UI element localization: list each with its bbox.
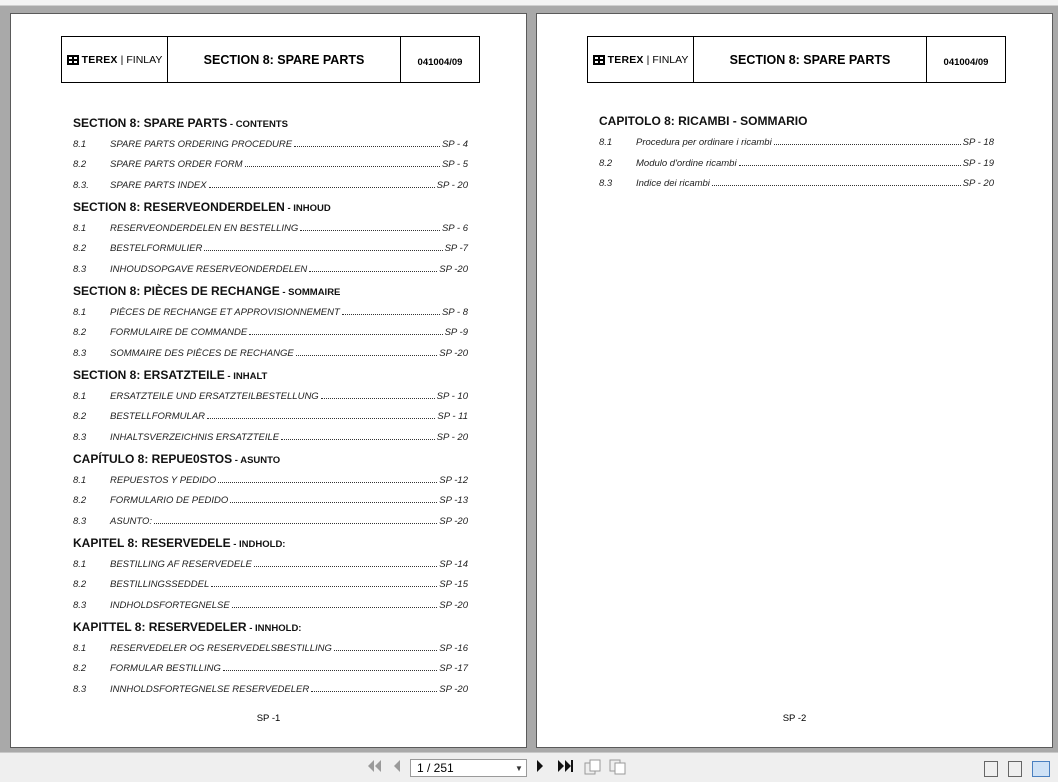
toc-entry-number: 8.1 [73, 643, 87, 654]
toc-entry-title: RESERVEDELER OG RESERVEDELSBESTILLING [110, 643, 332, 654]
toc-entry-page: SP -20 [439, 516, 468, 527]
toc-entry-title: BESTILLING AF RESERVEDELE [110, 559, 252, 570]
toc-entry-number: 8.1 [73, 139, 87, 150]
toc-entry-title: INHALTSVERZEICHNIS ERSATZTEILE [110, 432, 280, 443]
toc-entry-number: 8.3. [73, 180, 89, 191]
toc-entry[interactable] [599, 157, 994, 169]
toc-entry-number: 8.2 [73, 411, 87, 422]
toc-entry[interactable] [73, 683, 468, 695]
toc-entry[interactable] [73, 431, 468, 443]
brand-subname: FINLAY [652, 53, 689, 66]
header-title: SECTION 8: SPARE PARTS [168, 37, 401, 82]
toc-leader-dots [232, 599, 438, 608]
toc-entry-number: 8.2 [73, 579, 87, 590]
toc-leader-dots [296, 347, 438, 356]
toc-leader-dots [230, 494, 437, 503]
document-page-2 [536, 13, 1053, 748]
toc-entry[interactable] [73, 599, 468, 611]
toc-leader-dots [245, 158, 440, 167]
toc-entry-title: INDHOLDSFORTEGNELSE [110, 600, 230, 611]
toc-entry-number: 8.1 [599, 137, 613, 148]
toc-leader-dots [211, 578, 437, 587]
section-heading [73, 452, 280, 466]
document-code: 041004/09 [943, 57, 989, 68]
toc-entry-title: BESTELFORMULIER [110, 243, 203, 254]
toc-leader-dots [207, 410, 435, 419]
toc-entry-page: SP -13 [439, 495, 468, 506]
toc-entry-number: 8.2 [73, 243, 87, 254]
toc-leader-dots [334, 642, 437, 651]
toc-entry[interactable] [73, 306, 468, 318]
toc-leader-dots [254, 558, 437, 567]
toc-entry-title: Modulo d'ordine ricambi [636, 158, 737, 169]
toc-entry-title: INHOUDSOPGAVE RESERVEONDERDELEN [110, 264, 308, 275]
toc-leader-dots [342, 306, 440, 315]
toc-entry-title: SPARE PARTS ORDERING PROCEDURE [110, 139, 293, 150]
toc-entry-page: SP - 19 [962, 158, 994, 169]
toc-leader-dots [739, 157, 961, 166]
toc-leader-dots [281, 431, 435, 440]
toc-leader-dots [309, 263, 437, 272]
toc-entry-page: SP - 18 [962, 137, 994, 148]
toc-entry-title: FORMULAIRE DE COMMANDE [110, 327, 248, 338]
section-heading-sub: - SOMMAIRE [279, 287, 341, 298]
toc-entry[interactable] [73, 558, 468, 570]
section-heading-main: KAPITEL 8: RESERVEDELE [73, 536, 231, 550]
toc-entry[interactable] [73, 138, 468, 150]
toc-entry-number: 8.1 [73, 307, 87, 318]
toc-entry-page: SP -16 [439, 643, 468, 654]
page-number-value[interactable]: 1 / 251 [417, 761, 454, 775]
toc-leader-dots [249, 326, 442, 335]
page-header [587, 36, 1006, 83]
section-heading-main: SECTION 8: PIÈCES DE RECHANGE [73, 284, 280, 298]
toc-entry[interactable] [73, 474, 468, 486]
toc-entry-page: SP - 8 [441, 307, 468, 318]
section-heading-main: CAPÍTULO 8: REPUE0STOS [73, 452, 233, 466]
brand-logo [62, 37, 168, 82]
toc-entry-page: SP - 20 [436, 432, 468, 443]
section-heading-main: SECTION 8: ERSATZTEILE [73, 368, 225, 382]
page-number-input[interactable] [410, 759, 527, 777]
toc-entry-title: ERSATZTEILE UND ERSATZTEILBESTELLUNG [110, 391, 319, 402]
section-heading [73, 116, 288, 130]
document-page-1 [10, 13, 527, 748]
toc-entry-number: 8.1 [73, 223, 87, 234]
toc-entry[interactable] [73, 662, 468, 674]
toc-entry[interactable] [73, 390, 468, 402]
toc-entry-number: 8.2 [73, 159, 87, 170]
toc-entry-page: SP -20 [439, 600, 468, 611]
toc-entry-title: REPUESTOS Y PEDIDO [110, 475, 217, 486]
toc-entry[interactable] [73, 326, 468, 338]
terex-logo-icon [593, 55, 605, 65]
toc-entry-page: SP -9 [444, 327, 468, 338]
previous-page-icon[interactable] [392, 759, 402, 777]
toc-entry-number: 8.1 [73, 475, 87, 486]
toc-leader-dots [294, 138, 440, 147]
toc-entry-title: BESTILLINGSSEDDEL [110, 579, 210, 590]
toc-entry-title: ASUNTO: [110, 516, 153, 527]
last-page-icon[interactable] [557, 759, 573, 777]
toc-entry-page: SP -12 [439, 475, 468, 486]
page-number: SP -1 [256, 713, 281, 724]
toc-leader-dots [204, 242, 442, 251]
toc-entry-title: PIÈCES DE RECHANGE ET APPROVISIONNEMENT [110, 307, 340, 318]
top-strip [0, 0, 1058, 6]
toc-entry-number: 8.1 [73, 559, 87, 570]
toc-entry-title: SPARE PARTS ORDER FORM [110, 159, 243, 170]
toc-entry-page: SP - 10 [436, 391, 468, 402]
toc-entry[interactable] [73, 179, 468, 191]
toc-leader-dots [154, 515, 437, 524]
toc-entry-page: SP -17 [439, 663, 468, 674]
toc-entry[interactable] [73, 347, 468, 359]
section-heading-main: SECTION 8: RESERVEONDERDELEN [73, 200, 285, 214]
brand-separator: | [646, 53, 650, 66]
page-header [61, 36, 480, 83]
toc-entry-number: 8.2 [73, 495, 87, 506]
chevron-down-icon[interactable]: ▼ [515, 763, 523, 773]
toc-entry[interactable] [73, 222, 468, 234]
document-code: 041004/09 [417, 57, 463, 68]
toc-entry[interactable] [73, 494, 468, 506]
toc-leader-dots [321, 390, 435, 399]
toc-entry[interactable] [599, 177, 994, 189]
toc-entry-title: FORMULAR BESTILLING [110, 663, 221, 674]
toc-entry-page: SP -7 [444, 243, 468, 254]
toc-leader-dots [712, 177, 961, 186]
single-page-icon[interactable] [984, 761, 998, 777]
section-heading [73, 536, 285, 550]
toc-entry[interactable] [73, 242, 468, 254]
section-heading-sub: - INDHOLD: [230, 539, 286, 550]
toc-entry[interactable] [73, 263, 468, 275]
section-heading [73, 368, 267, 382]
toc-entry-number: 8.3 [73, 516, 87, 527]
toc-entry-number: 8.3 [73, 432, 87, 443]
toc-leader-dots [300, 222, 440, 231]
toc-entry[interactable] [599, 136, 994, 148]
section-heading-sub: - INHOUD [284, 203, 331, 214]
brand-name: TEREX [607, 53, 644, 66]
page-number: SP -2 [782, 713, 807, 724]
toc-entry-number: 8.3 [73, 600, 87, 611]
toc-entry-page: SP - 5 [441, 159, 468, 170]
toc-entry-number: 8.2 [599, 158, 613, 169]
toc-entry-number: 8.3 [73, 264, 87, 275]
toc-entry[interactable] [73, 410, 468, 422]
toc-entry[interactable] [73, 158, 468, 170]
section-heading-main: CAPITOLO 8: RICAMBI - SOMMARIO [599, 114, 808, 128]
continuous-page-icon[interactable] [1008, 761, 1022, 777]
header-title: SECTION 8: SPARE PARTS [694, 37, 927, 82]
section-heading [73, 200, 331, 214]
section-heading-sub: - CONTENTS [227, 119, 288, 130]
toc-entry-page: SP - 11 [437, 411, 468, 422]
toc-entry-number: 8.3 [599, 178, 613, 189]
toc-entry-title: SOMMAIRE DES PIÈCES DE RECHANGE [110, 348, 294, 359]
rotate-clockwise-icon[interactable] [609, 759, 627, 779]
two-page-icon[interactable] [1032, 761, 1050, 777]
toc-entry-title: INNHOLDSFORTEGNELSE RESERVEDELER [110, 684, 310, 695]
toc-entry-title: RESERVEONDERDELEN EN BESTELLING [110, 223, 299, 234]
toc-entry-title: SPARE PARTS INDEX [110, 180, 207, 191]
toc-entry-page: SP -15 [439, 579, 468, 590]
toc-leader-dots [774, 136, 961, 145]
toc-entry-title: Indice dei ricambi [636, 178, 710, 189]
rotate-counterclockwise-icon[interactable] [584, 759, 602, 779]
section-heading-sub: - INHALT [224, 371, 268, 382]
section-heading [73, 620, 301, 634]
toc-entry-page: SP -20 [439, 348, 468, 359]
toc-entry-title: FORMULARIO DE PEDIDO [110, 495, 229, 506]
toc-entry-page: SP -14 [439, 559, 468, 570]
toc-entry[interactable] [73, 642, 468, 654]
brand-logo [588, 37, 694, 82]
toc-entry[interactable] [73, 515, 468, 527]
brand-separator: | [120, 53, 124, 66]
toc-entry-number: 8.2 [73, 663, 87, 674]
toc-entry-title: BESTELLFORMULAR [110, 411, 206, 422]
brand-name: TEREX [81, 53, 118, 66]
toc-leader-dots [218, 474, 437, 483]
section-heading [73, 284, 340, 298]
viewer-toolbar [0, 752, 1058, 782]
section-heading-main: SECTION 8: SPARE PARTS [73, 116, 228, 130]
brand-subname: FINLAY [126, 53, 163, 66]
toc-entry-page: SP - 20 [962, 178, 994, 189]
toc-entry-page: SP - 6 [441, 223, 468, 234]
section-heading [599, 114, 807, 128]
toc-entry[interactable] [73, 578, 468, 590]
toc-entry-number: 8.1 [73, 391, 87, 402]
toc-leader-dots [311, 683, 437, 692]
toc-entry-page: SP -20 [439, 264, 468, 275]
terex-logo-icon [67, 55, 79, 65]
section-heading-main: KAPITTEL 8: RESERVEDELER [73, 620, 247, 634]
toc-leader-dots [209, 179, 435, 188]
section-heading-sub: - ASUNTO [232, 455, 281, 466]
toc-leader-dots [223, 662, 437, 671]
next-page-icon[interactable] [535, 759, 545, 777]
toc-entry-number: 8.3 [73, 684, 87, 695]
section-heading-sub: - INNHOLD: [246, 623, 302, 634]
toc-entry-page: SP -20 [439, 684, 468, 695]
toc-entry-number: 8.3 [73, 348, 87, 359]
toc-entry-title: Procedura per ordinare i ricambi [636, 137, 772, 148]
toc-entry-page: SP - 4 [441, 139, 468, 150]
first-page-icon[interactable] [366, 759, 382, 777]
toc-entry-number: 8.2 [73, 327, 87, 338]
toc-entry-page: SP - 20 [436, 180, 468, 191]
